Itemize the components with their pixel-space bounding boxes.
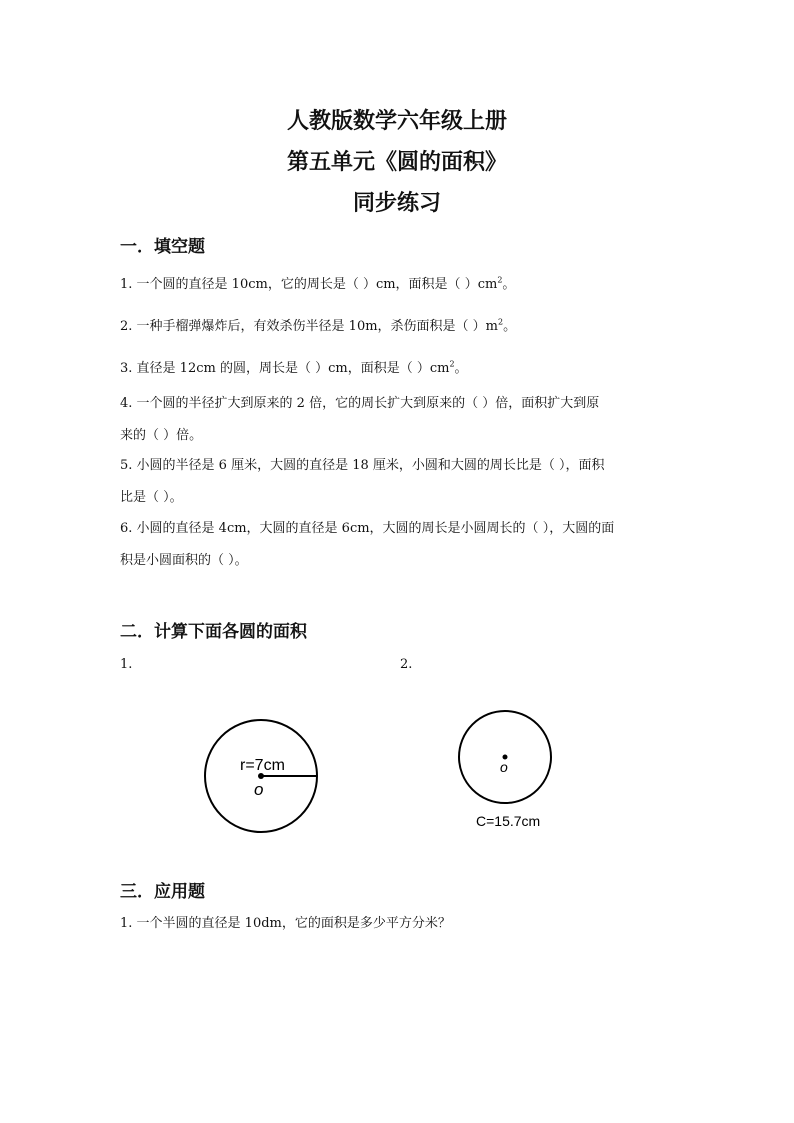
circle-1-center-label: o xyxy=(254,780,264,799)
question-2-end: 。 xyxy=(503,319,517,334)
circle-2-circumference-label: C=15.7cm xyxy=(476,813,541,829)
question-4-line-2: 来的（ ）倍。 xyxy=(120,428,203,443)
title-line-1: 人教版数学六年级上册 xyxy=(286,108,507,134)
question-4-line-1: 4. 一个圆的半径扩大到原来的 2 倍，它的周长扩大到原来的（ ）倍，面积扩大到原 xyxy=(120,396,600,411)
question-2-superscript: 2 xyxy=(498,317,504,327)
question-1-superscript: 2 xyxy=(497,275,503,285)
question-5-line-2: 比是（ ）。 xyxy=(120,490,183,505)
question-1-end: 。 xyxy=(502,277,516,292)
question-1-text: 1. 一个圆的直径是 10cm，它的周长是（ ）cm，面积是（ ）cm xyxy=(120,277,498,292)
section-heading-fill-blank: 一．填空题 xyxy=(120,237,205,257)
title-line-2: 第五单元《圆的面积》 xyxy=(286,149,507,175)
question-6-line-1: 6. 小圆的直径是 4cm，大圆的直径是 6cm，大圆的周长是小圆周长的（ ），大圆的面 xyxy=(120,521,615,536)
question-3-text: 3. 直径是 12cm 的圆，周长是（ ）cm，面积是（ ）cm xyxy=(120,361,450,376)
question-6-line-2: 积是小圆面积的（ ）。 xyxy=(120,553,248,568)
circle-item-2-label: 2. xyxy=(400,657,413,672)
circle-2-center-label: o xyxy=(500,759,508,775)
circle-diagram-2 xyxy=(459,711,551,829)
question-2-text: 2. 一种手榴弹爆炸后，有效杀伤半径是 10m，杀伤面积是（ ）m xyxy=(120,319,498,334)
section-heading-circle-area: 二．计算下面各圆的面积 xyxy=(120,622,307,642)
question-3-superscript: 2 xyxy=(449,359,455,369)
circle-1-radius-label: r=7cm xyxy=(240,757,285,774)
question-5-line-1: 5. 小圆的半径是 6 厘米，大圆的直径是 18 厘米，小圆和大圆的周长比是（ ），面积 xyxy=(120,458,605,473)
circle-item-1-label: 1. xyxy=(120,657,133,672)
circle-diagram-1 xyxy=(205,720,317,832)
section-heading-application: 三．应用题 xyxy=(120,882,205,902)
application-question-1: 1. 一个半圆的直径是 10dm，它的面积是多少平方分米？ xyxy=(120,916,451,931)
title-line-3: 同步练习 xyxy=(352,190,441,216)
question-3-end: 。 xyxy=(454,361,468,376)
